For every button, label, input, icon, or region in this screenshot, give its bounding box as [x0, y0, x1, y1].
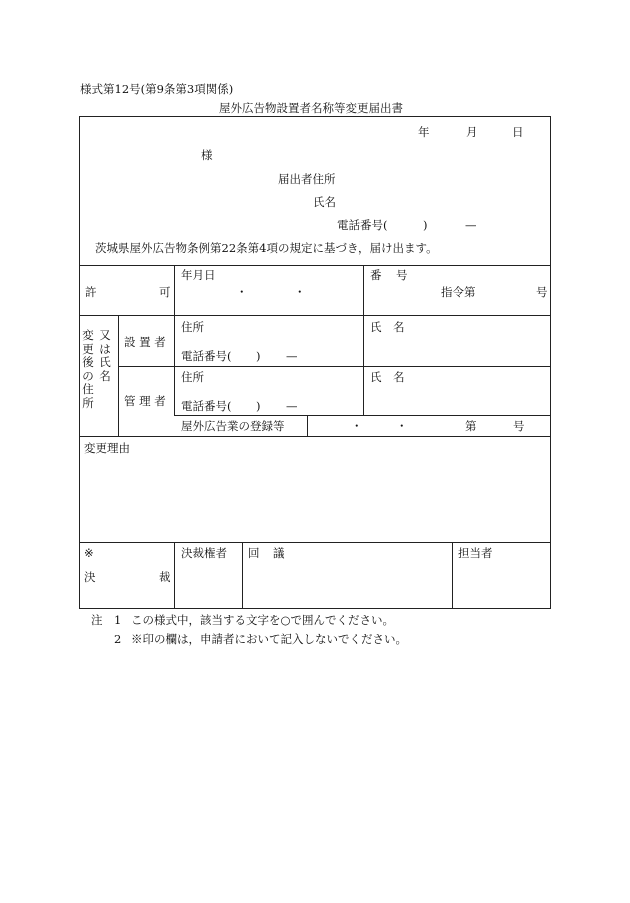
circulation-label-2: 議	[273, 546, 285, 560]
installer-name-label-1: 氏	[370, 320, 382, 334]
side-label-col1: 変更後の住所	[82, 328, 94, 410]
permit-date-dot-1: ・	[236, 285, 248, 299]
divider-approval-3	[452, 542, 453, 609]
decision-label-left: 決	[84, 570, 96, 584]
reason-label: 変更理由	[84, 441, 130, 455]
installer-phone-label: 電話番号(	[181, 349, 232, 363]
form-title: 屋外広告物設置者名称等変更届出書	[219, 101, 403, 115]
notifier-name-label: 氏名	[313, 195, 336, 209]
permit-number-label-1: 番	[370, 268, 382, 282]
divider-installer-manager	[174, 366, 551, 367]
note-1-number: 1	[114, 613, 122, 627]
divider-approval-2	[242, 542, 243, 609]
date-year: 年	[418, 125, 430, 139]
manager-name-label-2: 名	[393, 370, 405, 384]
side-label-col2: 又は氏名	[99, 328, 111, 383]
permit-number-label-2: 号	[396, 268, 408, 282]
date-day: 日	[512, 125, 524, 139]
authority-label: 決裁権者	[181, 546, 227, 560]
frame-right	[550, 116, 551, 609]
installer-label: 設 置 者	[124, 335, 166, 349]
installer-phone-close: )	[256, 349, 261, 363]
installer-phone-dash: —	[286, 349, 298, 363]
divider-side-col	[118, 315, 119, 436]
style-number: 様式第12号(第9条第3項関係)	[80, 82, 234, 96]
notes-prefix: 注	[91, 613, 103, 627]
registration-label: 屋外広告業の登録等	[181, 419, 285, 433]
note-1-text: この様式中，該当する文字を○で囲んでください。	[131, 613, 395, 627]
statement-text: 茨城県屋外広告物条例第22条第4項の規定に基づき，届け出ます。	[95, 241, 438, 255]
permit-directive-label: 指令第	[441, 285, 476, 299]
person-in-charge-label: 担当者	[458, 546, 493, 560]
registration-number-prefix: 第	[465, 419, 477, 433]
registration-dot-1: ・	[351, 419, 363, 433]
permit-date-dot-2: ・	[294, 285, 306, 299]
notifier-address-label: 届出者住所	[278, 172, 336, 186]
notifier-phone-close: )	[423, 218, 428, 232]
note-2-text: ※印の欄は，申請者において記入しないでください。	[131, 632, 407, 646]
divider-registration-value	[307, 415, 308, 436]
permit-directive-suffix: 号	[536, 285, 548, 299]
divider-changed-section	[79, 436, 551, 437]
approval-mark: ※	[84, 546, 94, 560]
permit-label-left: 許	[85, 285, 97, 299]
divider-top-section	[79, 265, 551, 266]
divider-reason	[79, 542, 551, 543]
manager-name-label-1: 氏	[370, 370, 382, 384]
manager-phone-dash: —	[286, 399, 298, 413]
divider-permit-row	[79, 315, 551, 316]
permit-label-right: 可	[159, 285, 171, 299]
notifier-phone-label: 電話番号(	[337, 218, 388, 232]
registration-number-suffix: 号	[513, 419, 525, 433]
date-month: 月	[466, 125, 478, 139]
frame-bottom	[79, 608, 551, 609]
registration-dot-2: ・	[396, 419, 408, 433]
frame-left	[79, 116, 80, 609]
decision-label-right: 裁	[159, 570, 171, 584]
divider-approval-1	[174, 542, 175, 609]
divider-col-name	[363, 265, 364, 415]
installer-address-label: 住所	[181, 320, 204, 334]
manager-phone-label: 電話番号(	[181, 399, 232, 413]
notifier-phone-dash: —	[465, 218, 477, 232]
note-2-number: 2	[114, 632, 122, 646]
manager-label: 管 理 者	[124, 394, 166, 408]
frame-top	[79, 116, 551, 117]
manager-phone-close: )	[256, 399, 261, 413]
addressee-suffix: 様	[201, 148, 213, 162]
installer-name-label-2: 名	[393, 320, 405, 334]
permit-date-label: 年月日	[181, 268, 216, 282]
circulation-label-1: 回	[248, 546, 260, 560]
divider-manager-registration	[174, 415, 551, 416]
divider-col-label	[174, 265, 175, 415]
manager-address-label: 住所	[181, 370, 204, 384]
divider-installer-manager-left	[118, 366, 175, 367]
